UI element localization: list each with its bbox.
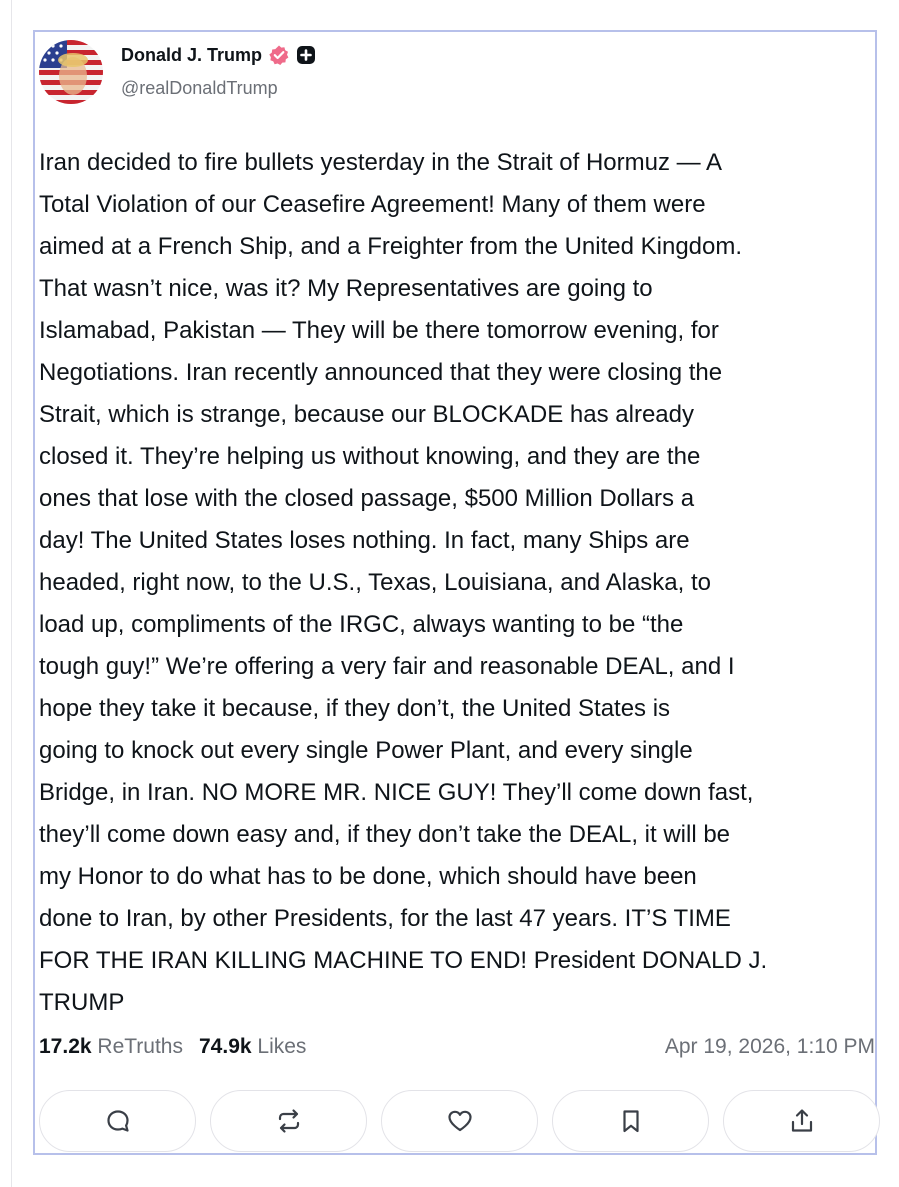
share-button[interactable] xyxy=(723,1090,880,1152)
reply-icon xyxy=(104,1107,132,1135)
plus-badge-icon xyxy=(296,45,316,65)
retruth-button[interactable] xyxy=(210,1090,367,1152)
action-bar xyxy=(39,1090,880,1152)
post-text: Iran decided to fire bullets yesterday in the Strait of Hormuz — A Total Violation of our Ceasefire Agreement! Many of them were aimed at a French Ship, and a Freighter from the United Kingdom. That wasn’t nice, was it? My Representatives are going to Islamabad, Pakistan — They will be there tomorrow evening, for Negotiations. Iran recently announced that they were closing the Strait, which is strange, because our BLOCKADE has already closed it. They’re helping us without knowing, and they are the ones that lose with the closed passage, $500 Million Dollars a day! The United States loses nothing. In fact, many Ships are headed, right now, to the U.S., Texas, Louisiana, and Alaska, to load up, compliments of the IRGC, always wanting to be “the tough guy!” We’re offering a very fair and reasonable DEAL, and I hope they take it because, if they don’t, the United States is going to knock out every single Power Plant, and every single Bridge, in Iran. NO MORE MR. NICE GUY! They’ll come down fast, they’ll come down easy and, if they don’t take the DEAL, it will be my Honor to do what has to be done, which should have been done to Iran, by other Presidents, for the last 47 years. IT’S TIME FOR THE IRAN KILLING MACHINE TO END! President DONALD J. TRUMP xyxy=(39,149,768,1016)
author-handle[interactable]: @realDonaldTrump xyxy=(121,78,278,98)
avatar[interactable] xyxy=(39,40,103,104)
post-card xyxy=(33,30,877,1155)
retruths-label: ReTruths xyxy=(97,1035,183,1058)
like-button[interactable] xyxy=(381,1090,538,1152)
like-icon xyxy=(446,1107,474,1135)
avatar-image xyxy=(39,40,103,104)
author-row xyxy=(121,44,316,66)
retruths-count: 17.2k xyxy=(39,1035,92,1058)
author-name[interactable]: Donald J. Trump xyxy=(121,44,263,65)
post-timestamp[interactable]: Apr 19, 2026, 1:10 PM xyxy=(664,1035,875,1058)
page-divider xyxy=(11,0,12,1187)
share-icon xyxy=(788,1107,816,1135)
retruth-icon xyxy=(275,1107,303,1135)
verified-badge-icon xyxy=(268,44,290,66)
retruths-stat[interactable] xyxy=(39,1035,183,1059)
bookmark-icon xyxy=(617,1107,645,1135)
likes-count: 74.9k xyxy=(199,1035,252,1058)
post-stats xyxy=(39,1035,875,1059)
likes-stat[interactable] xyxy=(199,1035,306,1059)
likes-label: Likes xyxy=(257,1035,307,1058)
bookmark-button[interactable] xyxy=(552,1090,709,1152)
reply-button[interactable] xyxy=(39,1090,196,1152)
